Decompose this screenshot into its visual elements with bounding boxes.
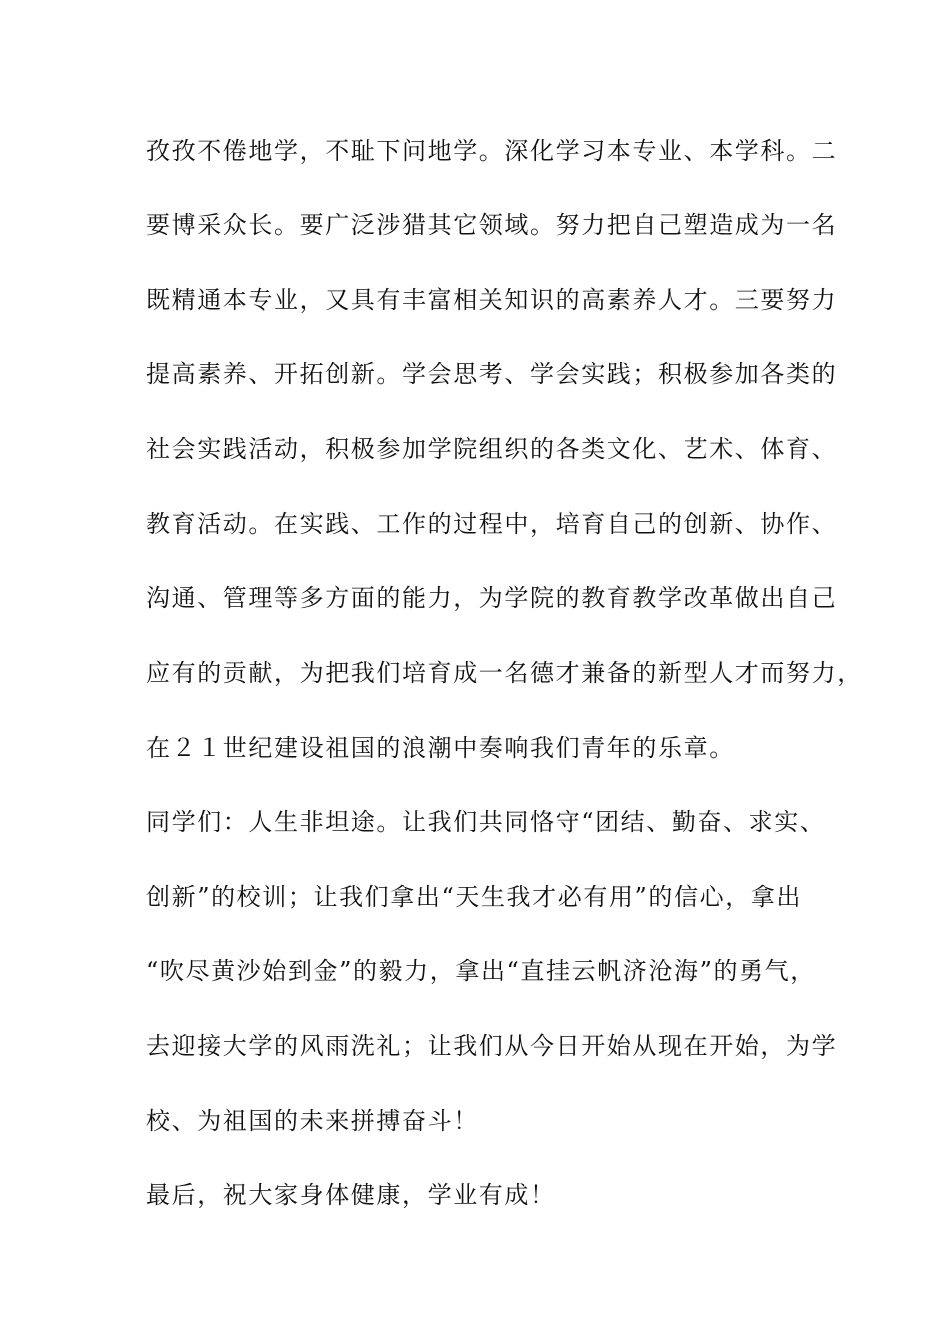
text-line: 沟通、管理等多方面的能力，为学院的教育教学改革做出自己 [146, 584, 838, 612]
text-line: 孜孜不倦地学，不耻下问地学。深化学习本专业、本学科。二 [146, 137, 838, 165]
text-line: 教育活动。在实践、工作的过程中，培育自己的创新、协作、 [146, 510, 838, 538]
text-line: 最后，祝大家身体健康，学业有成！ [146, 1181, 556, 1209]
text-line: 社会实践活动，积极参加学院组织的各类文化、艺术、体育、 [146, 435, 838, 463]
text-line: 同学们：人生非坦途。让我们共同恪守“团结、勤奋、求实、 [146, 808, 826, 836]
text-line: 应有的贡献，为把我们培育成一名德才兼备的新型人才而努力， [146, 659, 863, 687]
text-line: 在２１世纪建设祖国的浪潮中奏响我们青年的乐章。 [146, 734, 735, 762]
text-line: 去迎接大学的风雨洗礼；让我们从今日开始从现在开始，为学 [146, 1032, 838, 1060]
text-line: 要博采众长。要广泛涉猎其它领域。努力把自己塑造成为一名 [146, 211, 838, 239]
text-line: 创新”的校训；让我们拿出“天生我才必有用”的信心，拿出 [146, 883, 803, 911]
text-line: 校、为祖国的未来拼搏奋斗！ [146, 1107, 479, 1135]
text-line: “吹尽黄沙始到金”的毅力，拿出“直挂云帆济沧海”的勇气， [146, 957, 816, 985]
text-line: 既精通本专业，又具有丰富相关知识的高素养人才。三要努力 [146, 286, 838, 314]
text-line: 提高素养、开拓创新。学会思考、学会实践；积极参加各类的 [146, 360, 838, 388]
